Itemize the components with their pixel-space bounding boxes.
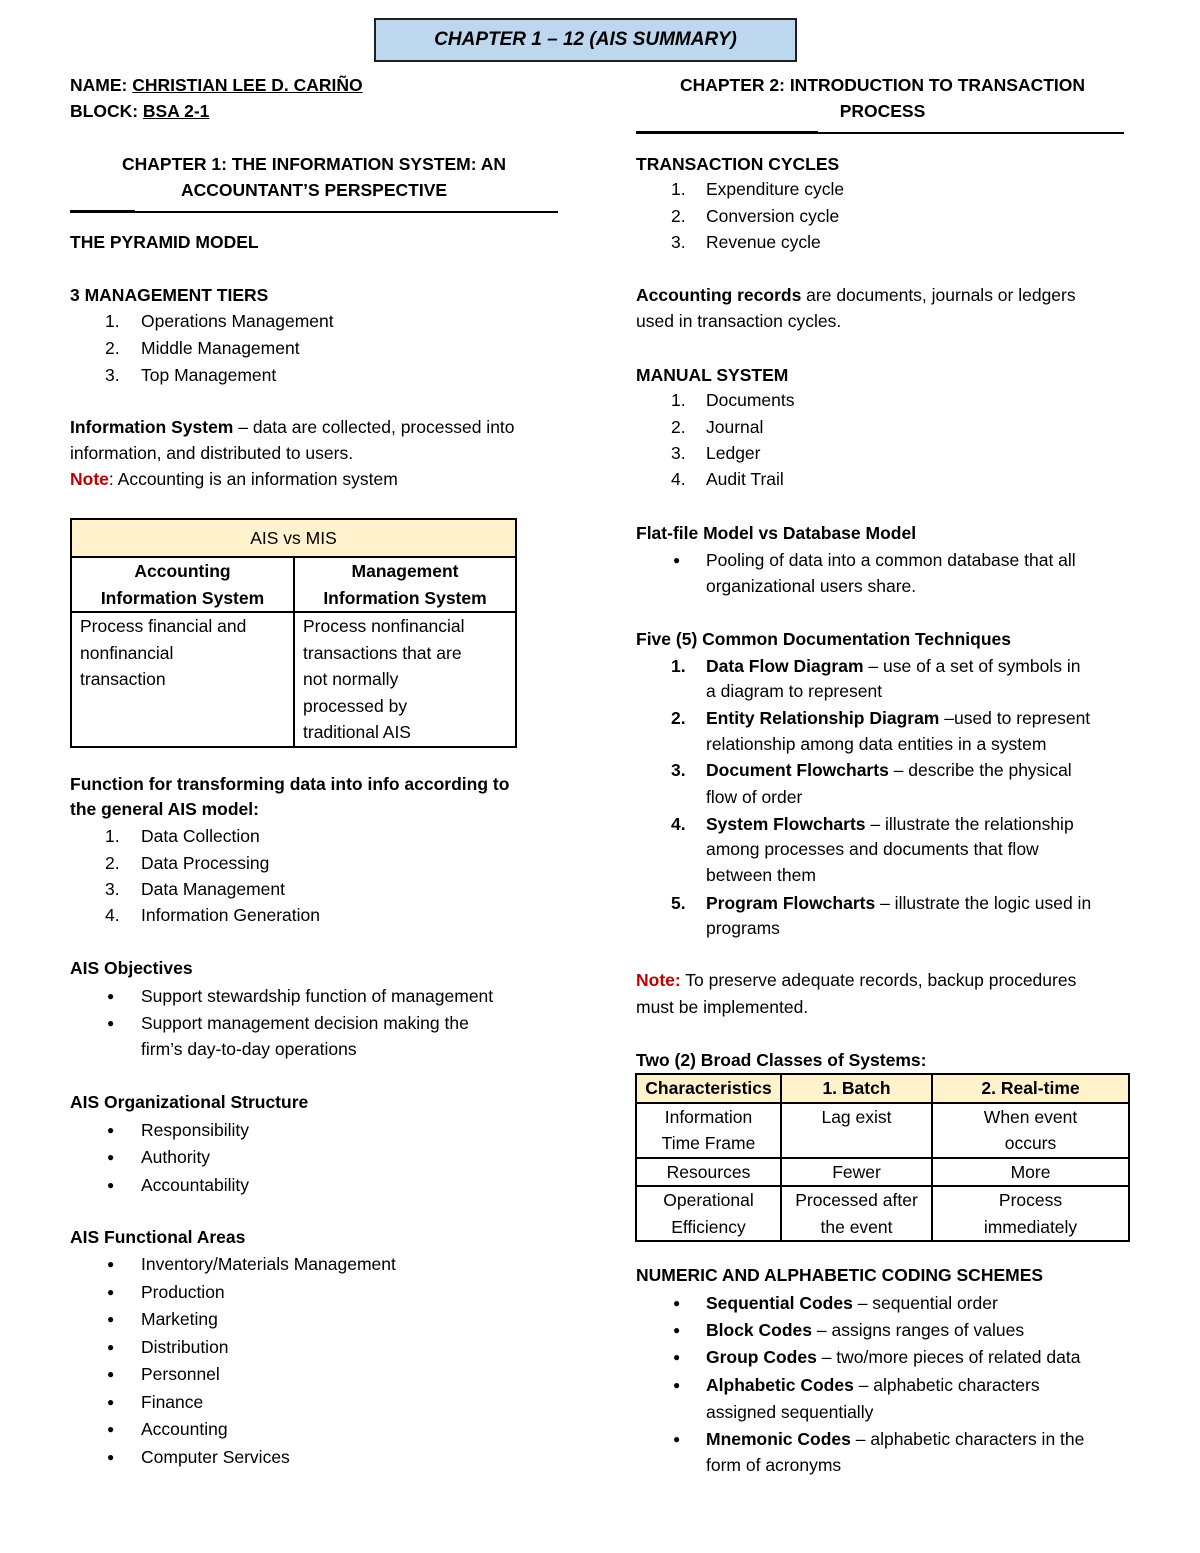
coding-def: – two/more pieces of related data xyxy=(816,1347,1081,1367)
info-system-def-cont: information, and distributed to users. xyxy=(70,443,354,463)
coding-term: Group Codes xyxy=(706,1347,817,1367)
block-label: BLOCK: xyxy=(70,101,139,121)
function-number: 2. xyxy=(105,853,120,873)
doc-item-cont: relationship among data entities in a system xyxy=(706,734,1047,754)
coding-item xyxy=(706,1426,1084,1452)
doc-heading: Five (5) Common Documentation Techniques xyxy=(636,629,1011,649)
doc-item-cont: among processes and documents that flow xyxy=(706,839,1039,859)
chapter1-heading-line2: ACCOUNTANT’S PERSPECTIVE xyxy=(180,180,448,200)
manual-number: 3. xyxy=(671,443,686,463)
flatfile-item: Pooling of data into a common database that all xyxy=(706,550,1076,570)
functional-item: Personnel xyxy=(141,1364,220,1384)
manual-number: 1. xyxy=(671,390,686,410)
coding-heading: NUMERIC AND ALPHABETIC CODING SCHEMES xyxy=(636,1265,1044,1285)
functional-item: Computer Services xyxy=(141,1447,290,1467)
chapter2-heading xyxy=(636,72,1129,124)
function-number: 4. xyxy=(105,905,120,925)
doc-number: 4. xyxy=(671,814,686,834)
flatfile-item-cont: organizational users share. xyxy=(706,576,917,596)
classes-cell xyxy=(932,1103,1129,1158)
function-item: Data Collection xyxy=(141,826,260,846)
cell-line: processed by xyxy=(303,695,408,716)
ais-mis-table xyxy=(70,518,517,748)
cell-line: Operational xyxy=(663,1190,754,1210)
cell-line: Lag exist xyxy=(821,1106,892,1127)
manual-item: Journal xyxy=(706,417,764,437)
info-system-term: Information System xyxy=(70,417,234,437)
doc-number: 1. xyxy=(671,656,686,676)
doc-item-cont: flow of order xyxy=(706,787,803,807)
classes-heading: Two (2) Broad Classes of Systems: xyxy=(636,1050,927,1070)
pyramid-heading: THE PYRAMID MODEL xyxy=(70,232,259,252)
cell-line: transaction xyxy=(80,669,166,689)
classes-cell xyxy=(636,1103,781,1158)
cell-line: occurs xyxy=(1004,1133,1057,1153)
doc-number: 5. xyxy=(671,893,686,913)
coding-item xyxy=(706,1344,1080,1370)
tier-item: Operations Management xyxy=(141,311,334,331)
doc-item xyxy=(706,811,1074,837)
block-value: BSA 2-1 xyxy=(142,101,210,121)
cycle-item: Expenditure cycle xyxy=(706,179,845,199)
ais-mis-header-ais xyxy=(71,557,294,612)
doc-item xyxy=(706,890,1091,916)
coding-def: – assigns ranges of values xyxy=(812,1320,1025,1340)
name-label: NAME: xyxy=(70,75,128,95)
classes-header: 2. Real-time xyxy=(932,1074,1129,1103)
doc-number: 3. xyxy=(671,760,686,780)
bullet-icon: ● xyxy=(107,1395,115,1409)
function-number: 3. xyxy=(105,879,120,899)
manual-item: Audit Trail xyxy=(706,469,784,489)
doc-def: –used to represent xyxy=(939,708,1091,728)
document-title: CHAPTER 1 – 12 (AIS SUMMARY) xyxy=(374,18,797,62)
cell-line: Efficiency xyxy=(671,1216,746,1237)
manual-item: Documents xyxy=(706,390,795,410)
objective-item: Support stewardship function of management xyxy=(141,986,494,1006)
bullet-icon: ● xyxy=(107,1422,115,1436)
functional-item: Finance xyxy=(141,1392,204,1412)
cycle-item: Conversion cycle xyxy=(706,206,840,226)
coding-item xyxy=(706,1317,1024,1343)
name-line xyxy=(70,72,363,98)
coding-item xyxy=(706,1290,998,1316)
doc-def: – describe the physical xyxy=(888,760,1072,780)
function-item: Data Management xyxy=(141,879,285,899)
tier-item: Middle Management xyxy=(141,338,300,358)
cell-line: not normally xyxy=(303,669,399,689)
org-item: Responsibility xyxy=(141,1120,249,1140)
doc-item xyxy=(706,757,1072,783)
functional-heading: AIS Functional Areas xyxy=(70,1227,246,1247)
doc-item-cont: between them xyxy=(706,865,816,885)
bullet-icon: ● xyxy=(107,1285,115,1299)
coding-term: Alphabetic Codes xyxy=(706,1375,854,1395)
cell-line: When event xyxy=(983,1106,1078,1127)
doc-term: Document Flowcharts xyxy=(706,760,889,780)
manual-heading: MANUAL SYSTEM xyxy=(636,365,789,385)
header-line: Information System xyxy=(323,587,487,608)
chapter1-rule xyxy=(70,211,558,213)
bullet-icon: ● xyxy=(673,553,681,567)
classes-cell xyxy=(781,1103,932,1158)
bullet-icon: ● xyxy=(107,1016,115,1030)
bullet-icon: ● xyxy=(673,1432,681,1446)
classes-cell xyxy=(636,1186,781,1241)
classes-header: 1. Batch xyxy=(781,1074,932,1103)
coding-def: – alphabetic characters xyxy=(853,1375,1040,1395)
records-term: Accounting records xyxy=(636,285,802,305)
ais-mis-caption: AIS vs MIS xyxy=(71,519,516,557)
function-number: 1. xyxy=(105,826,120,846)
bullet-icon: ● xyxy=(673,1350,681,1364)
tier-number: 2. xyxy=(105,338,120,358)
chapter2-heading-line2: PROCESS xyxy=(839,101,926,121)
doc-def: – illustrate the logic used in xyxy=(875,893,1092,913)
header-line: Information System xyxy=(100,587,265,608)
note-line xyxy=(70,466,398,492)
header-line: Management xyxy=(351,561,459,581)
ais-mis-body-ais xyxy=(71,612,294,747)
header-line: Accounting xyxy=(134,561,231,581)
manual-number: 4. xyxy=(671,469,686,489)
classes-cell: Fewer xyxy=(781,1158,932,1187)
cell-line: Process financial and xyxy=(80,616,247,636)
bullet-icon: ● xyxy=(107,1178,115,1192)
note-label: Note xyxy=(70,469,109,489)
note-text: : Accounting is an information system xyxy=(108,469,398,489)
ais-mis-body-mis xyxy=(294,612,516,747)
functional-item: Inventory/Materials Management xyxy=(141,1254,396,1274)
cell-line: Process nonfinancial xyxy=(303,616,465,636)
objective-item-cont: firm’s day-to-day operations xyxy=(141,1039,357,1059)
cell-line: transactions that are xyxy=(303,642,462,663)
doc-term: Program Flowcharts xyxy=(706,893,876,913)
bullet-icon: ● xyxy=(107,1340,115,1354)
info-system-def: – data are collected, processed into xyxy=(233,417,515,437)
coding-term: Mnemonic Codes xyxy=(706,1429,851,1449)
coding-def: – alphabetic characters in the xyxy=(850,1429,1085,1449)
coding-item-cont: form of acronyms xyxy=(706,1455,842,1475)
cell-line: Information xyxy=(664,1106,753,1127)
coding-item-cont: assigned sequentially xyxy=(706,1402,874,1422)
cell-line: the event xyxy=(820,1216,893,1237)
doc-def: – use of a set of symbols in xyxy=(863,656,1081,676)
cycle-number: 2. xyxy=(671,206,686,226)
classes-cell: More xyxy=(932,1158,1129,1187)
doc-term: Entity Relationship Diagram xyxy=(706,708,940,728)
bullet-icon: ● xyxy=(107,1450,115,1464)
manual-item: Ledger xyxy=(706,443,761,463)
functional-item: Accounting xyxy=(141,1419,228,1439)
flatfile-heading: Flat-file Model vs Database Model xyxy=(636,523,917,543)
name-value: CHRISTIAN LEE D. CARIÑO xyxy=(132,75,363,95)
note-text-cont: must be implemented. xyxy=(636,997,809,1017)
cell-line: Processed after xyxy=(795,1190,918,1210)
doc-item xyxy=(706,653,1080,679)
classes-cell xyxy=(781,1186,932,1241)
ais-mis-header-mis xyxy=(294,557,516,612)
org-heading: AIS Organizational Structure xyxy=(70,1092,309,1112)
note-text: To preserve adequate records, backup procedures xyxy=(680,970,1077,990)
org-item: Accountability xyxy=(141,1175,249,1195)
cell-line: nonfinancial xyxy=(80,642,174,663)
tiers-heading: 3 MANAGEMENT TIERS xyxy=(70,285,269,305)
classes-cell xyxy=(932,1186,1129,1241)
function-item: Data Processing xyxy=(141,853,270,873)
function-item: Information Generation xyxy=(141,905,320,925)
records-definition xyxy=(636,282,1076,308)
chapter1-heading xyxy=(70,151,558,203)
bullet-icon: ● xyxy=(107,1367,115,1381)
bullet-icon: ● xyxy=(107,1123,115,1137)
classes-table xyxy=(635,1073,1130,1242)
classes-header: Characteristics xyxy=(636,1074,781,1103)
org-item: Authority xyxy=(141,1147,211,1167)
functional-item: Production xyxy=(141,1282,225,1302)
chapter2-heading-line1: CHAPTER 2: INTRODUCTION TO TRANSACTION xyxy=(679,75,1086,95)
cycles-heading: TRANSACTION CYCLES xyxy=(636,154,840,174)
manual-number: 2. xyxy=(671,417,686,437)
coding-def: – sequential order xyxy=(852,1293,998,1313)
block-line xyxy=(70,98,209,124)
records-def-cont: used in transaction cycles. xyxy=(636,311,842,331)
objective-item: Support management decision making the xyxy=(141,1013,469,1033)
chapter1-heading-line1: CHAPTER 1: THE INFORMATION SYSTEM: AN xyxy=(121,154,507,174)
doc-term: System Flowcharts xyxy=(706,814,866,834)
doc-item xyxy=(706,705,1090,731)
function-heading-line2: the general AIS model: xyxy=(70,799,259,819)
cycle-number: 3. xyxy=(671,232,686,252)
cell-line: Process xyxy=(998,1190,1063,1210)
coding-term: Block Codes xyxy=(706,1320,812,1340)
note-label: Note: xyxy=(636,970,681,990)
tier-item: Top Management xyxy=(141,365,277,385)
cell-line: immediately xyxy=(983,1216,1078,1237)
tier-number: 3. xyxy=(105,365,120,385)
cycle-number: 1. xyxy=(671,179,686,199)
coding-item xyxy=(706,1372,1040,1398)
info-system-definition xyxy=(70,414,515,440)
bullet-icon: ● xyxy=(107,1312,115,1326)
functional-item: Distribution xyxy=(141,1337,229,1357)
doc-item-cont: programs xyxy=(706,918,780,938)
function-heading-line1: Function for transforming data into info according to xyxy=(70,774,510,794)
cell-line: traditional AIS xyxy=(303,722,411,742)
bullet-icon: ● xyxy=(107,1257,115,1271)
bullet-icon: ● xyxy=(107,989,115,1003)
cell-line: Time Frame xyxy=(661,1133,756,1153)
cycle-item: Revenue cycle xyxy=(706,232,821,252)
bullet-icon: ● xyxy=(673,1323,681,1337)
bullet-icon: ● xyxy=(673,1378,681,1392)
doc-def: – illustrate the relationship xyxy=(865,814,1074,834)
functional-item: Marketing xyxy=(141,1309,218,1329)
doc-number: 2. xyxy=(671,708,686,728)
chapter2-rule xyxy=(636,132,1124,134)
objectives-heading: AIS Objectives xyxy=(70,958,193,978)
tier-number: 1. xyxy=(105,311,120,331)
records-def: are documents, journals or ledgers xyxy=(801,285,1076,305)
classes-cell: Resources xyxy=(636,1158,781,1187)
doc-term: Data Flow Diagram xyxy=(706,656,864,676)
bullet-icon: ● xyxy=(673,1296,681,1310)
bullet-icon: ● xyxy=(107,1150,115,1164)
note-line-right xyxy=(636,967,1076,993)
coding-term: Sequential Codes xyxy=(706,1293,853,1313)
doc-item-cont: a diagram to represent xyxy=(706,681,883,701)
